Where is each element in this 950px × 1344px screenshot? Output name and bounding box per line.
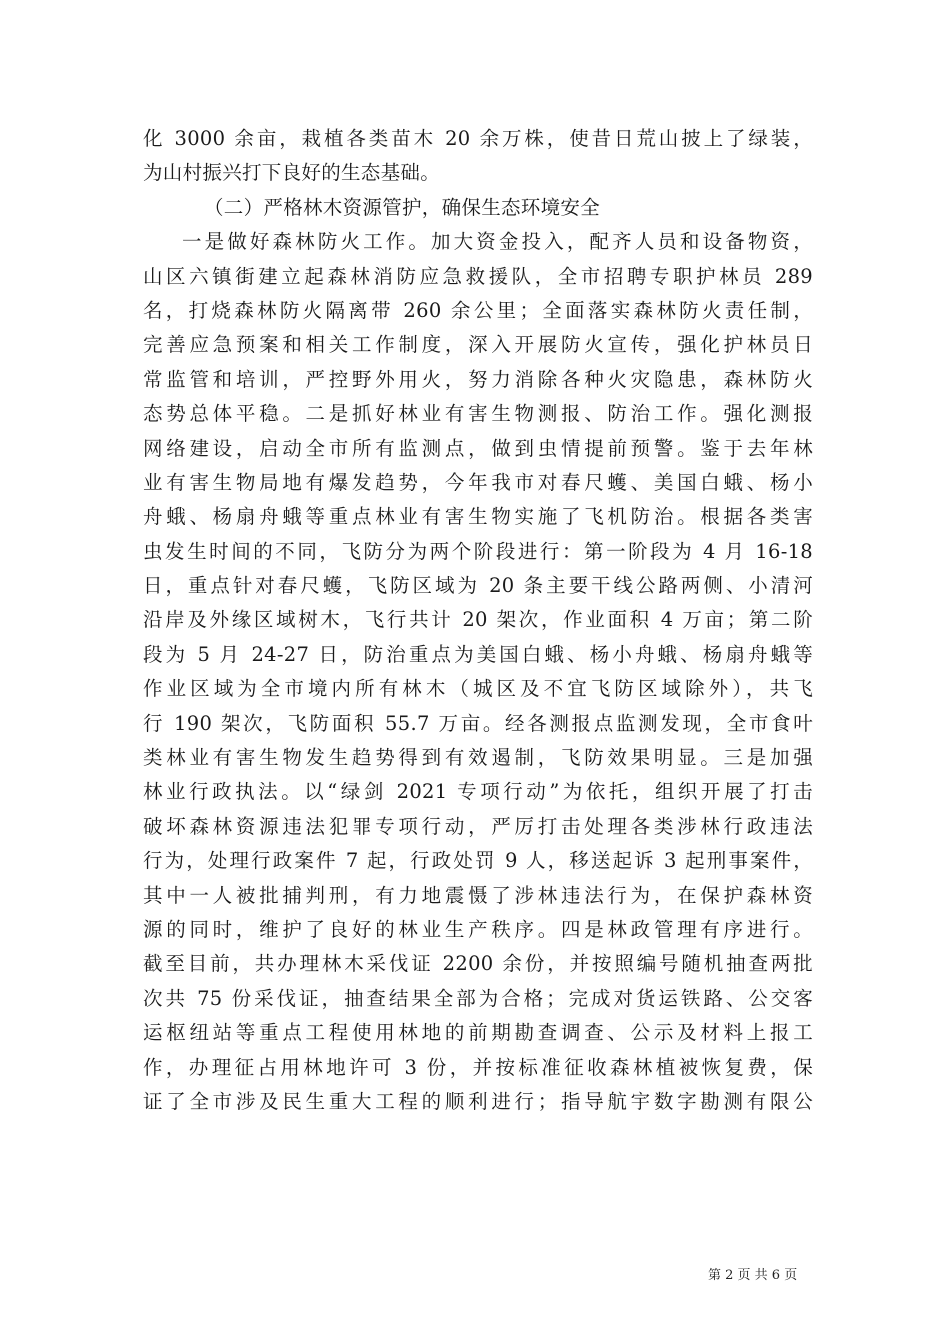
body-line: 截至目前，共办理林木采伐证 2200 余份，并按照编号随机抽查两批 xyxy=(143,952,813,976)
body-line: 山区六镇街建立起森林消防应急救援队，全市招聘专职护林员 289 xyxy=(143,264,813,288)
body-line: 完善应急预案和相关工作制度，深入开展防火宣传，强化护林员日 xyxy=(143,333,813,357)
body-line: 行 190 架次，飞防面积 55.7 万亩。经各测报点监测发现，全市食叶 xyxy=(143,711,813,735)
body-line: 作业区域为全市境内所有林木（城区及不宜飞防区域除外），共飞 xyxy=(143,677,813,701)
page-number: 第 2 页 共 6 页 xyxy=(708,1268,798,1283)
body-line: 林业行政执法。以“绿剑 2021 专项行动”为依托，组织开展了打击 xyxy=(143,780,813,804)
document-body xyxy=(143,122,813,1119)
body-line: 日，重点针对春尺蠖，飞防区域为 20 条主要干线公路两侧、小清河 xyxy=(143,574,813,598)
body-line: 常监管和培训，严控野外用火，努力消除各种火灾隐患，森林防火 xyxy=(143,367,813,391)
body-line: 段为 5 月 24-27 日，防治重点为美国白蛾、杨小舟蛾、杨扇舟蛾等 xyxy=(143,642,813,666)
body-line: 虫发生时间的不同，飞防分为两个阶段进行：第一阶段为 4 月 16-18 xyxy=(143,539,813,563)
body-line: 作，办理征占用林地许可 3 份，并按标准征收森林植被恢复费，保 xyxy=(143,1055,813,1079)
section-heading: （二）严格林木资源管护，确保生态环境安全 xyxy=(204,195,601,219)
body-line: 源的同时，维护了良好的林业生产秩序。四是林政管理有序进行。 xyxy=(143,917,813,941)
body-line: 化 3000 余亩，栽植各类苗木 20 余万株，使昔日荒山披上了绿装， xyxy=(143,127,813,150)
body-line: 为山村振兴打下良好的生态基础。 xyxy=(143,161,441,185)
body-line: 类林业有害生物发生趋势得到有效遏制，飞防效果明显。三是加强 xyxy=(143,746,813,770)
body-line: 名，打烧森林防火隔离带 260 余公里；全面落实森林防火责任制， xyxy=(143,298,813,322)
body-line: 次共 75 份采伐证，抽查结果全部为合格；完成对货运铁路、公交客 xyxy=(143,986,813,1010)
body-line: 其中一人被批捕判刑，有力地震慑了涉林违法行为，在保护森林资 xyxy=(143,883,813,907)
body-line: 业有害生物局地有爆发趋势，今年我市对春尺蠖、美国白蛾、杨小 xyxy=(143,470,813,494)
body-line: 舟蛾、杨扇舟蛾等重点林业有害生物实施了飞机防治。根据各类害 xyxy=(143,505,813,529)
body-line: 运枢纽站等重点工程使用林地的前期勘查调查、公示及材料上报工 xyxy=(143,1021,813,1045)
body-line: 沿岸及外缘区域树木，飞行共计 20 架次，作业面积 4 万亩；第二阶 xyxy=(143,608,813,632)
body-line: 破坏森林资源违法犯罪专项行动，严厉打击处理各类涉林行政违法 xyxy=(143,814,813,838)
body-line: 证了全市涉及民生重大工程的顺利进行；指导航宇数字勘测有限公 xyxy=(143,1089,813,1113)
body-line: 态势总体平稳。二是抓好林业有害生物测报、防治工作。强化测报 xyxy=(143,402,813,426)
body-line: 一是做好森林防火工作。加大资金投入，配齐人员和设备物资， xyxy=(182,230,813,254)
body-line: 网络建设，启动全市所有监测点，做到虫情提前预警。鉴于去年林 xyxy=(143,436,813,460)
body-line: 行为，处理行政案件 7 起，行政处罚 9 人，移送起诉 3 起刑事案件， xyxy=(143,849,813,873)
